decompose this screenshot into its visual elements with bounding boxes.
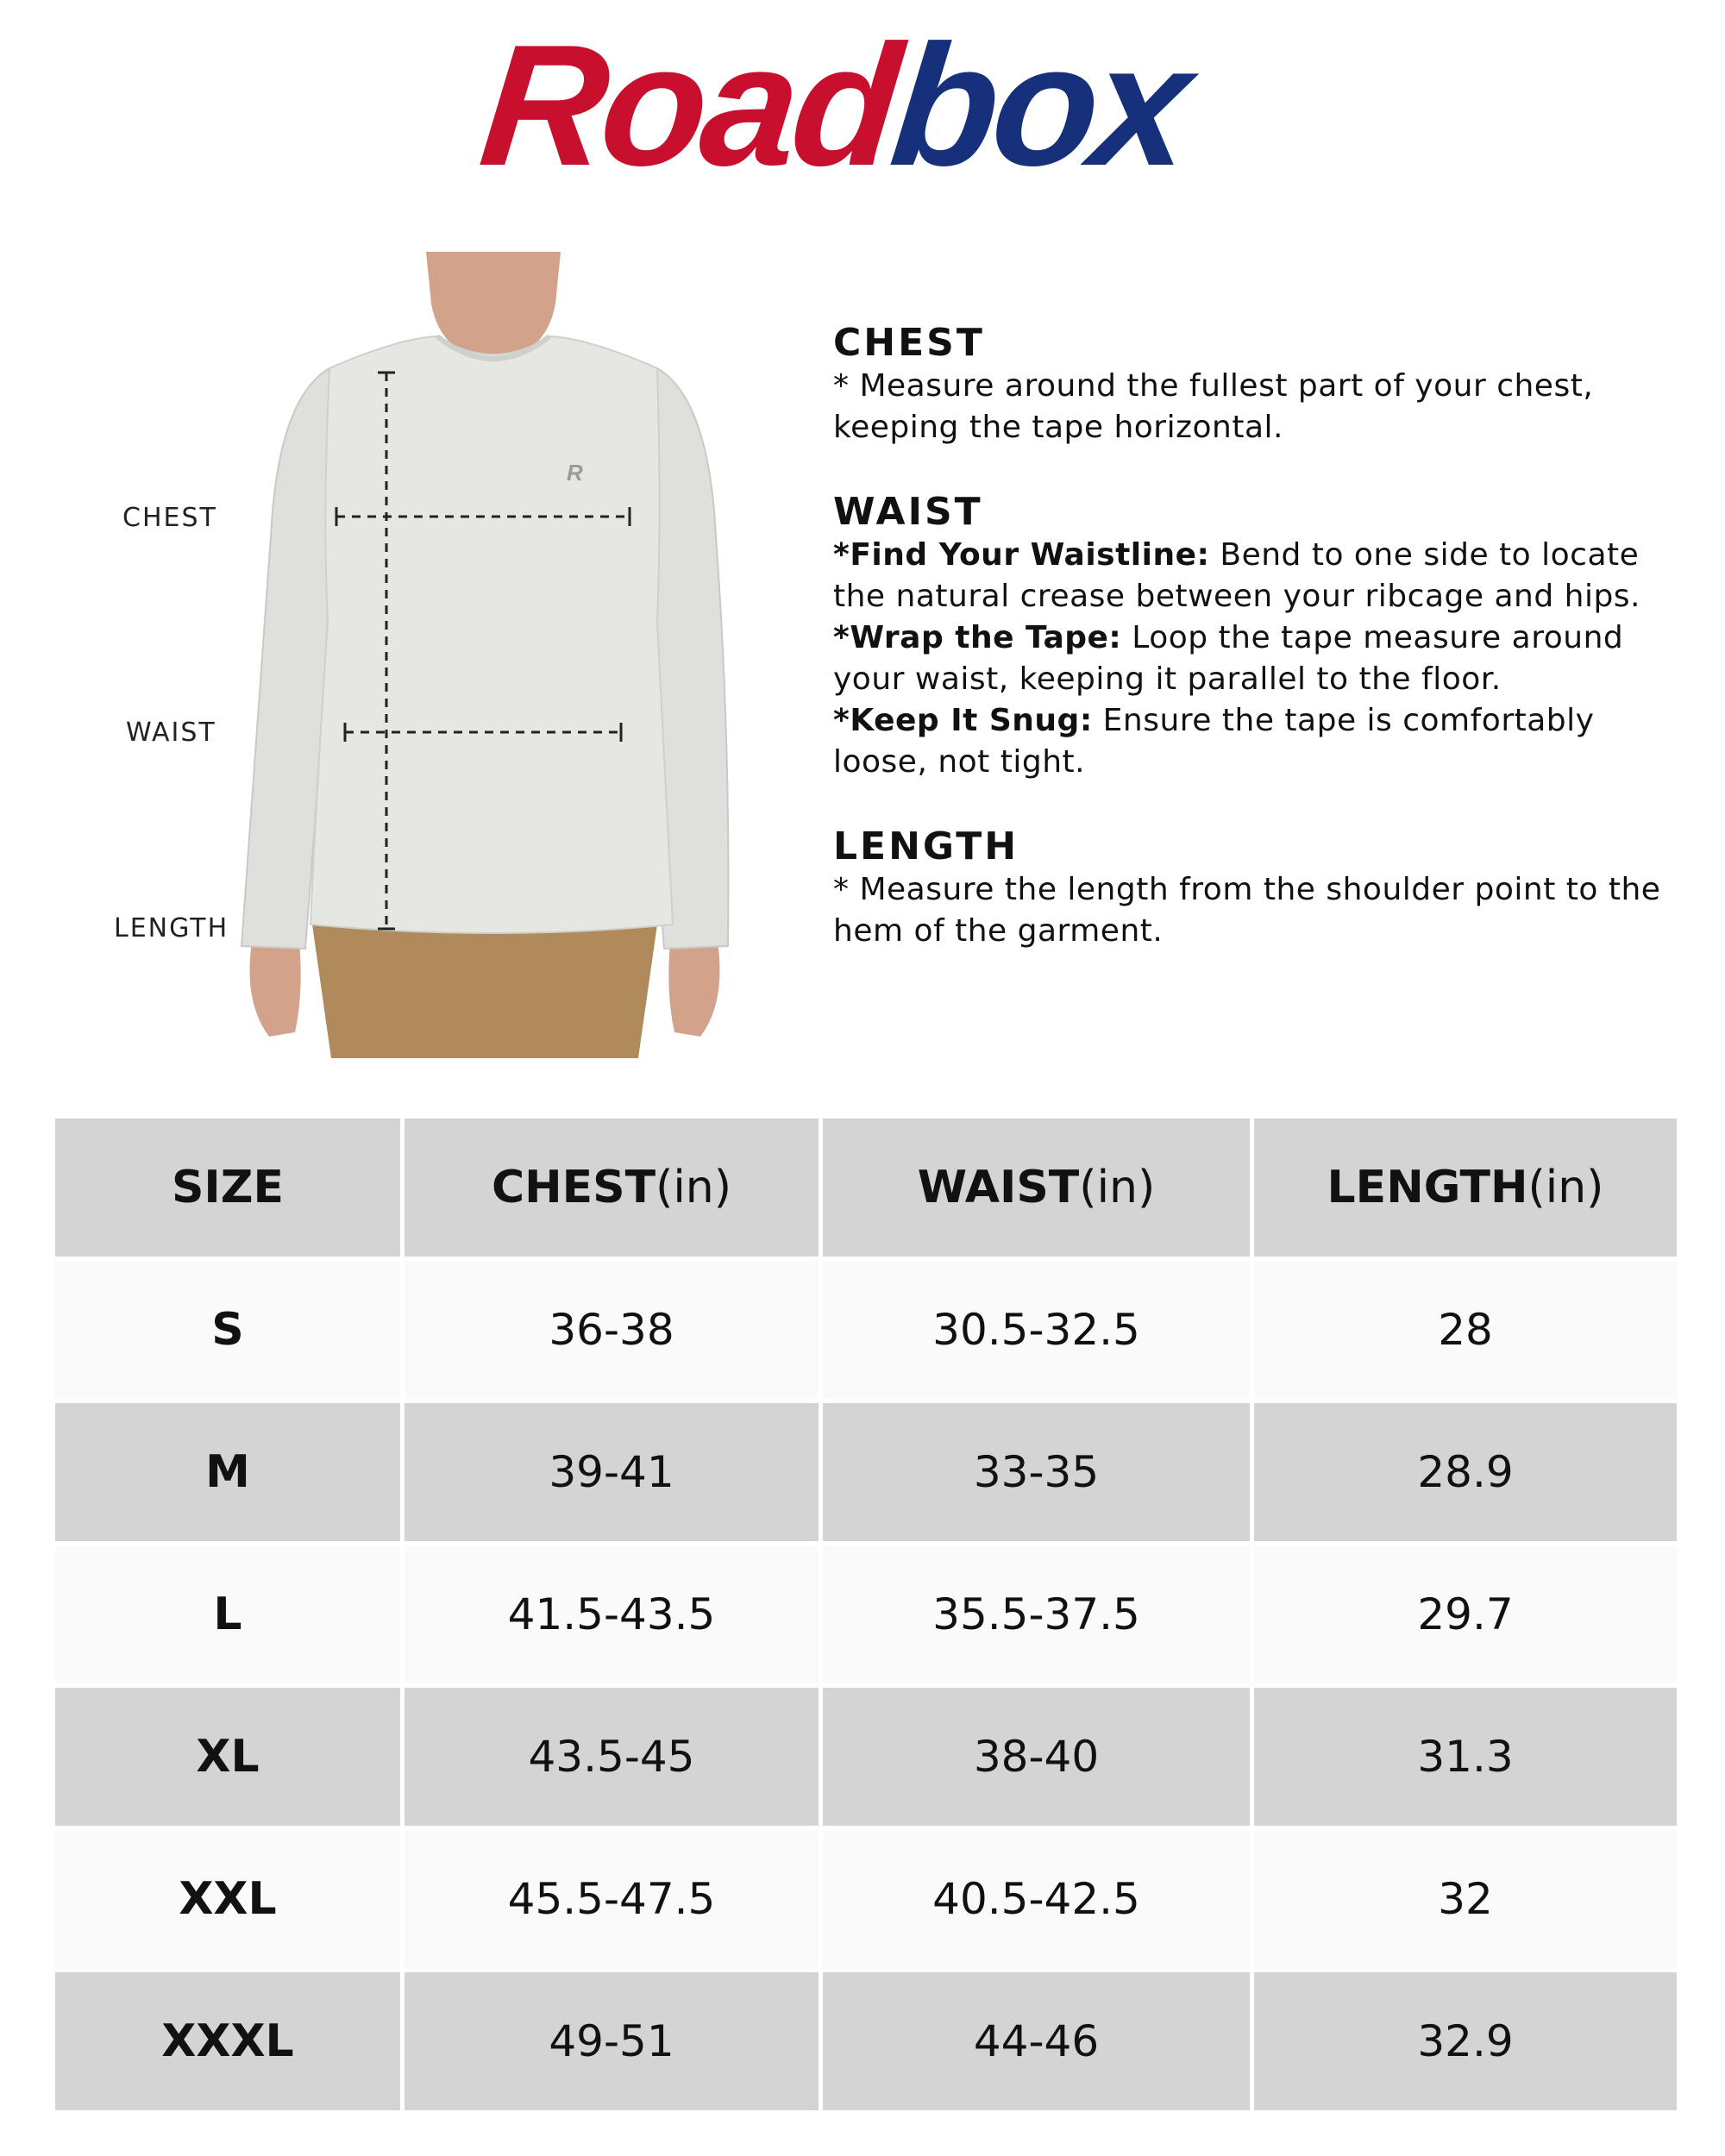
- brand-logo: [473, 9, 1259, 202]
- length-cell: 28.9: [1254, 1403, 1677, 1541]
- chest-cell: 49-51: [405, 1972, 819, 2110]
- waist-tip-2-label: *Wrap the Tape:: [833, 620, 1122, 655]
- chest-text-line2: keeping the tape horizontal.: [833, 410, 1283, 445]
- size-cell: XXL: [55, 1830, 400, 1968]
- waist-tip-1-label: *Find Your Waistline:: [833, 537, 1210, 573]
- length-cell: 32: [1254, 1830, 1677, 1968]
- chest-text-line1: * Measure around the fullest part of your chest,: [833, 368, 1594, 404]
- waist-cell: 44-46: [823, 1972, 1250, 2110]
- measuring-instructions: [833, 321, 1661, 993]
- size-cell: S: [55, 1261, 400, 1399]
- waist-tip-3-text: Ensure the tape is comfortably: [1092, 703, 1595, 738]
- waist-cell: 38-40: [823, 1688, 1250, 1826]
- chest-cell: 39-41: [405, 1403, 819, 1541]
- waist-tip-2-text: Loop the tape measure around: [1121, 620, 1624, 655]
- length-text-line1: * Measure the length from the shoulder point to the: [833, 872, 1661, 907]
- brand-wordmark: [473, 9, 1268, 202]
- length-instructions: [833, 824, 1661, 952]
- waist-cell: 35.5-37.5: [823, 1545, 1250, 1683]
- waist-tip-1-line2: the natural crease between your ribcage and hips.: [833, 579, 1640, 614]
- length-cell: 28: [1254, 1261, 1677, 1399]
- left-hand: [250, 942, 301, 1037]
- waist-tip-2: [833, 617, 1661, 659]
- table-row: [55, 1261, 1677, 1399]
- chest-cell: 41.5-43.5: [405, 1545, 819, 1683]
- brand-wordmark-blue: box: [883, 9, 1195, 202]
- header-waist: WAIST (in): [823, 1119, 1250, 1257]
- waist-cell: 33-35: [823, 1403, 1250, 1541]
- chest-logo-icon: R: [567, 460, 583, 486]
- header-length: LENGTH (in): [1254, 1119, 1677, 1257]
- shirt-body: [310, 336, 673, 933]
- table-row: [55, 1688, 1677, 1826]
- chest-cell: 45.5-47.5: [405, 1830, 819, 1968]
- size-chart-table: [55, 1119, 1677, 2115]
- waist-tip-2-line2: your waist, keeping it parallel to the floor.: [833, 661, 1502, 697]
- table-row: [55, 1830, 1677, 1968]
- right-hand: [668, 942, 719, 1037]
- waist-tip-1-text: Bend to one side to locate: [1209, 537, 1640, 573]
- size-cell: M: [55, 1403, 400, 1541]
- brand-wordmark-red: Road: [473, 9, 904, 202]
- chest-cell: 36-38: [405, 1261, 819, 1399]
- chest-cell: 43.5-45: [405, 1688, 819, 1826]
- chest-instructions: [833, 321, 1661, 448]
- waist-title: WAIST: [833, 490, 983, 534]
- length-label: LENGTH: [114, 913, 229, 943]
- header-size: SIZE: [55, 1119, 400, 1257]
- waist-instructions: [833, 490, 1661, 783]
- table-header-row: [55, 1119, 1677, 1257]
- length-title: LENGTH: [833, 824, 1019, 868]
- length-cell: 32.9: [1254, 1972, 1677, 2110]
- waist-tip-3: [833, 700, 1661, 742]
- chest-title: CHEST: [833, 321, 985, 365]
- header-chest: CHEST (in): [405, 1119, 819, 1257]
- length-text-line2: hem of the garment.: [833, 913, 1164, 949]
- length-cell: 29.7: [1254, 1545, 1677, 1683]
- pants: [312, 924, 657, 1058]
- length-cell: 31.3: [1254, 1688, 1677, 1826]
- waist-tip-1: [833, 535, 1661, 576]
- waist-tip-3-label: *Keep It Snug:: [833, 703, 1093, 738]
- waist-label: WAIST: [126, 718, 216, 748]
- chest-label: CHEST: [122, 503, 217, 533]
- waist-tip-3-line2: loose, not tight.: [833, 744, 1086, 780]
- table-row: [55, 1403, 1677, 1541]
- table-row: [55, 1972, 1677, 2110]
- shirt-illustration: [226, 252, 743, 1058]
- size-cell: L: [55, 1545, 400, 1683]
- waist-cell: 30.5-32.5: [823, 1261, 1250, 1399]
- table-row: [55, 1545, 1677, 1683]
- model-figure: [226, 252, 743, 1058]
- waist-cell: 40.5-42.5: [823, 1830, 1250, 1968]
- size-cell: XXXL: [55, 1972, 400, 2110]
- size-cell: XL: [55, 1688, 400, 1826]
